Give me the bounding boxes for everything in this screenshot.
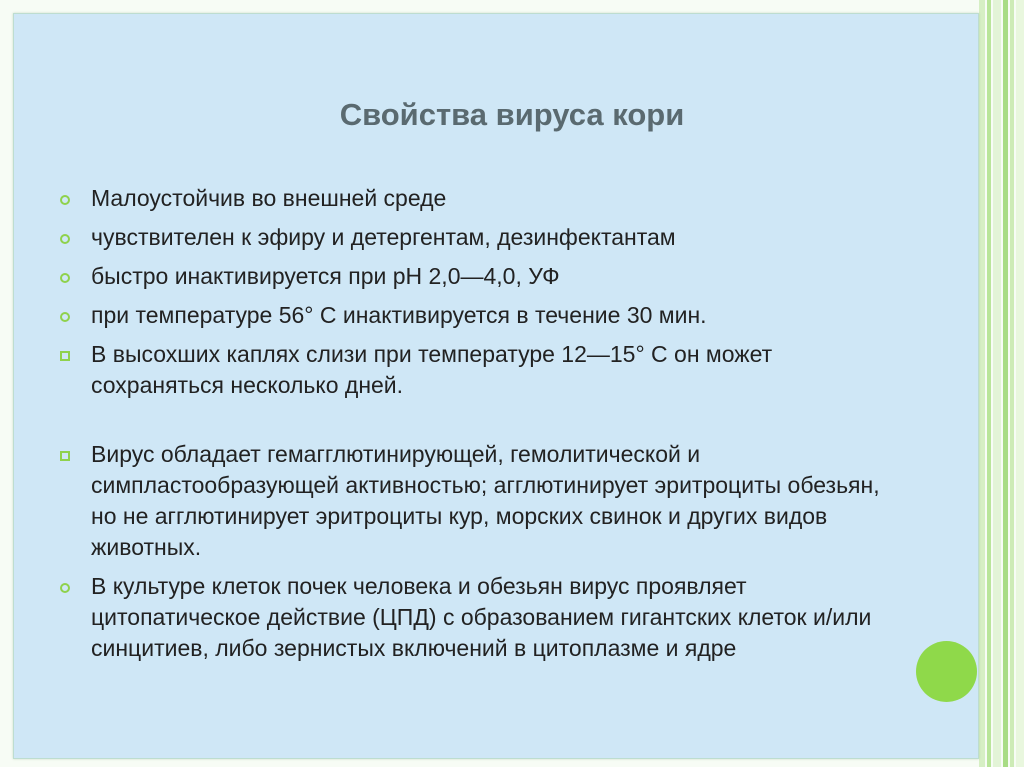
bullet-list bbox=[60, 183, 890, 672]
bullet-text: Малоустойчив во внешней среде bbox=[91, 185, 447, 211]
bullet-text: быстро инактивируется при рН 2,0—4,0, УФ bbox=[91, 263, 560, 289]
square-bullet-icon bbox=[60, 451, 70, 461]
decorative-green-circle bbox=[916, 641, 977, 702]
bullet-item bbox=[60, 339, 890, 401]
circle-bullet-icon bbox=[60, 234, 70, 244]
circle-bullet-icon bbox=[60, 195, 70, 205]
bullet-text: при температуре 56° С инактивируется в течение 30 мин. bbox=[91, 302, 707, 328]
bullet-item bbox=[60, 222, 890, 253]
circle-bullet-icon bbox=[60, 583, 70, 593]
bullet-item bbox=[60, 439, 890, 563]
square-bullet-icon bbox=[60, 351, 70, 361]
bullet-text: В высохших каплях слизи при температуре 12—15° С он может сохраняться несколько дней. bbox=[91, 341, 773, 398]
bullet-text: чувствителен к эфиру и детергентам, дезинфектантам bbox=[91, 224, 676, 250]
bullet-item bbox=[60, 571, 890, 664]
bullet-item bbox=[60, 261, 890, 292]
bullet-text: Вирус обладает гемагглютинирующей, гемолитической и симпластообразующей активностью; агглютинирует эритроциты обезьян, но не агглютинирует эритроциты кур, морских свинок и других видов животных. bbox=[91, 441, 880, 560]
bullet-item bbox=[60, 300, 890, 331]
bullet-text: В культуре клеток почек человека и обезьян вирус проявляет цитопатическое действие (ЦПД) с образованием гигантских клеток и/или синцитиев, либо зернистых включений в цитоплазме и ядре bbox=[91, 573, 872, 661]
circle-bullet-icon bbox=[60, 273, 70, 283]
bullet-item bbox=[60, 183, 890, 214]
slide-title: Свойства вируса кори bbox=[339, 97, 685, 132]
circle-bullet-icon bbox=[60, 312, 70, 322]
